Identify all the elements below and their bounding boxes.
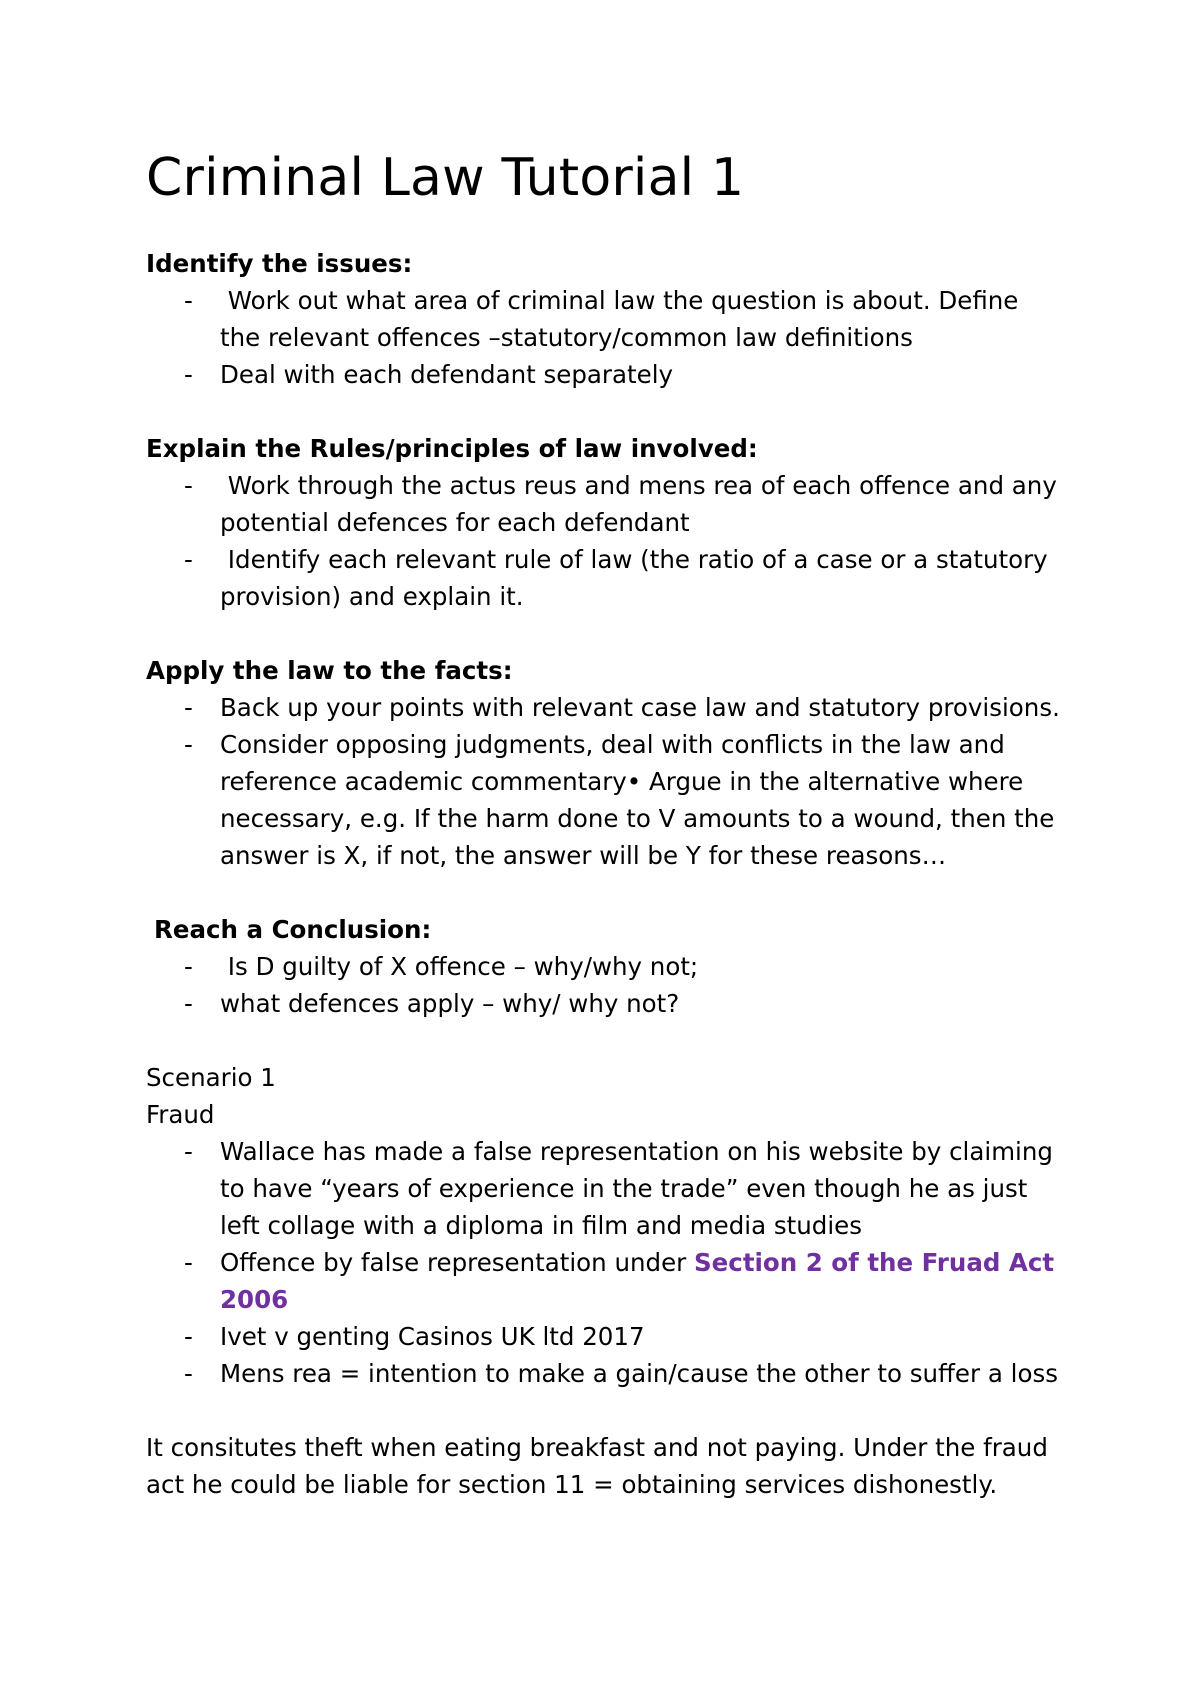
dash-bullet: - (184, 360, 193, 389)
scenario-title: Scenario 1 (146, 1063, 276, 1092)
list-item-text: Wallace has made a false representation on his website by claiming to have “years of experience in the trade” even though he as just left collage with a diploma in film and media studies (220, 1137, 1053, 1240)
list-item-text: what defences apply – why/ why not? (220, 989, 680, 1018)
section-heading-identify-issues: Identify the issues: (146, 249, 413, 278)
apply-list (146, 689, 1066, 874)
spacer (146, 1022, 1066, 1059)
list-item-text: Is D guilty of X offence – why/why not; (220, 952, 699, 981)
document-body (146, 245, 1066, 1503)
list-item-text: Work through the actus reus and mens rea of each offence and any potential defences for each defendant (220, 471, 1065, 537)
spacer (146, 1392, 1066, 1429)
list-item-text: Back up your points with relevant case law and statutory provisions. (220, 693, 1060, 722)
conclusion-list (146, 948, 1066, 1022)
dash-bullet: - (184, 693, 193, 722)
list-item-text: Offence by false representation under (220, 1248, 695, 1277)
scenario-list (146, 1133, 1066, 1392)
dash-bullet: - (184, 471, 193, 500)
page-title: Criminal Law Tutorial 1 (146, 148, 745, 208)
list-item (146, 1355, 1066, 1392)
dash-bullet: - (184, 545, 193, 574)
dash-bullet: - (184, 286, 193, 315)
list-item (146, 726, 1066, 874)
dash-bullet: - (184, 1137, 193, 1166)
list-item (146, 282, 1066, 356)
scenario-subtitle: Fraud (146, 1100, 215, 1129)
section-heading-apply-law: Apply the law to the facts: (146, 656, 513, 685)
statute-reference: Section 2 of the Fruad Act 2006 (220, 1248, 1055, 1314)
list-item-text: Consider opposing judgments, deal with conflicts in the law and reference academic commentary• Argue in the alternative where necessary, e.g. If the harm done to V amounts to a wound, then the answer is X, if not, the answer will be Y for these reasons… (220, 730, 1055, 870)
list-item (146, 541, 1066, 615)
issues-list (146, 282, 1066, 393)
dash-bullet: - (184, 730, 193, 759)
list-item (146, 1133, 1066, 1244)
rules-list (146, 467, 1066, 615)
conclusion-paragraph: It consitutes theft when eating breakfast and not paying. Under the fraud act he could be liable for section 11 = obtaining services dishonestly. (146, 1433, 1048, 1499)
list-item-text: Ivet v genting Casinos UK ltd 2017 (220, 1322, 645, 1351)
dash-bullet: - (184, 989, 193, 1018)
dash-bullet: - (184, 1322, 193, 1351)
list-item (146, 1244, 1066, 1318)
spacer (146, 615, 1066, 652)
list-item (146, 1318, 1066, 1355)
dash-bullet: - (184, 952, 193, 981)
list-item (146, 985, 1066, 1022)
spacer (146, 393, 1066, 430)
list-item-text: Work out what area of criminal law the question is about. Define the relevant offences –statutory/common law definitions (220, 286, 1027, 352)
list-item (146, 948, 1066, 985)
list-item-text: Deal with each defendant separately (220, 360, 673, 389)
list-item (146, 356, 1066, 393)
list-item-text: Identify each relevant rule of law (the ratio of a case or a statutory provision) and explain it. (220, 545, 1056, 611)
section-heading-conclusion: Reach a Conclusion: (154, 915, 432, 944)
list-item (146, 689, 1066, 726)
dash-bullet: - (184, 1359, 193, 1388)
dash-bullet: - (184, 1248, 193, 1277)
section-heading-explain-rules: Explain the Rules/principles of law involved: (146, 434, 758, 463)
list-item-text: Mens rea = intention to make a gain/cause the other to suffer a loss (220, 1359, 1058, 1388)
spacer (146, 874, 1066, 911)
list-item (146, 467, 1066, 541)
